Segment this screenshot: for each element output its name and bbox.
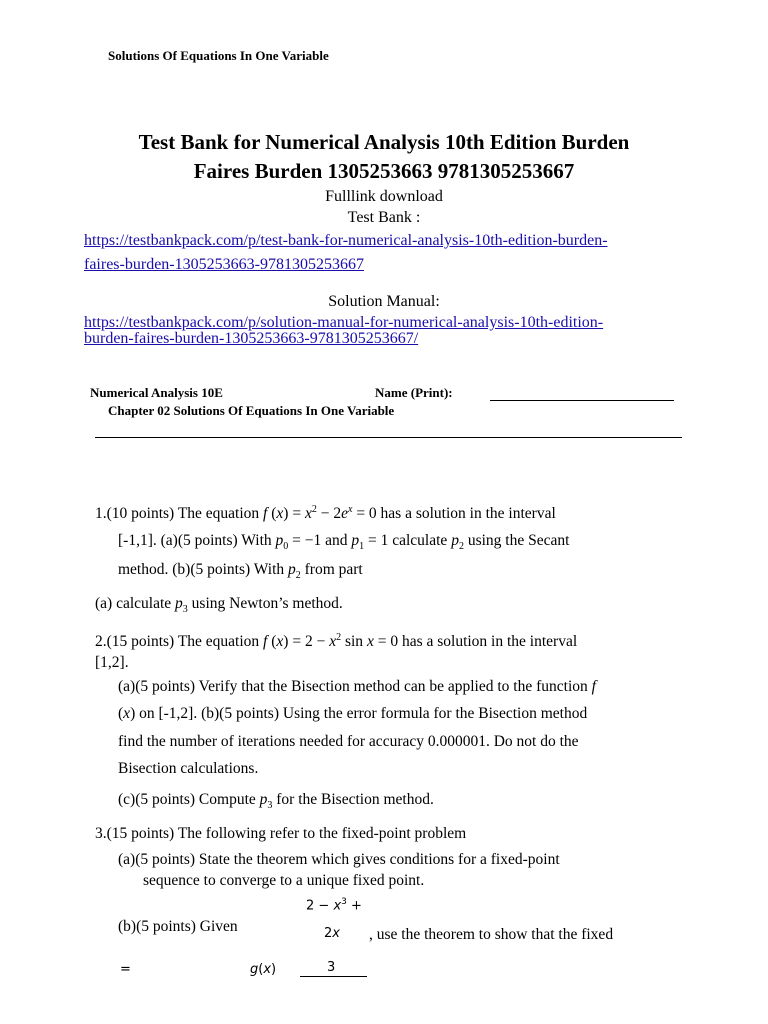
- solution-manual-link-line-1[interactable]: https://testbankpack.com/p/solution-manual-for-numerical-analysis-10th-edition-: [84, 314, 604, 331]
- document-title-line-2: Faires Burden 1305253663 9781305253667: [193, 159, 575, 183]
- document-title-line-1: Test Bank for Numerical Analysis 10th Edition Burden: [138, 130, 630, 154]
- q1-line-3: method. (b)(5 points) With $p_2$ from part: [118, 561, 363, 582]
- q3-line-4-continued: , use the theorem to show that the fixed: [369, 926, 614, 943]
- g-of-x: g(x): [250, 962, 277, 977]
- q2-line-7: (c)(5 points) Compute $p_3$ for the Bisection method.: [118, 791, 434, 812]
- q3-line-2: (a)(5 points) State the theorem which gives conditions for a fixed-point: [118, 851, 560, 868]
- q2-line-1: 2.(15 points) The equation f $(x) = 2 - x^2$ sin x = 0 has a solution in the interval: [95, 632, 578, 651]
- equals-sign: =: [120, 962, 131, 977]
- section-divider: [95, 437, 682, 438]
- fraction-term: 2x: [324, 926, 340, 941]
- fraction-numerator: $2 - x^3$ +: [306, 897, 362, 914]
- course-label: Numerical Analysis 10E: [90, 385, 223, 400]
- test-bank-link-line-2[interactable]: faires-burden-1305253663-9781305253667: [84, 256, 364, 273]
- page-header: Solutions Of Equations In One Variable: [108, 48, 329, 63]
- name-print-label: Name (Print):: [375, 385, 453, 400]
- q1-line-4: (a) calculate $p_3$ using Newton’s method.: [95, 595, 343, 616]
- solution-manual-label: Solution Manual:: [328, 293, 440, 310]
- test-bank-link-line-1[interactable]: https://testbankpack.com/p/test-bank-for-numerical-analysis-10th-edition-burden-: [84, 232, 608, 249]
- q2-line-3: (a)(5 points) Verify that the Bisection method can be applied to the function f: [118, 678, 596, 695]
- solution-manual-link-line-2[interactable]: burden-faires-burden-1305253663-9781305253667/: [84, 330, 419, 347]
- q3-line-4: (b)(5 points) Given: [118, 918, 238, 935]
- q1-line-1: 1.(10 points) The equation f $(x) = x^2 - 2e^x = 0$ has a solution in the interval: [95, 504, 556, 523]
- chapter-label: Chapter 02 Solutions Of Equations In One Variable: [108, 403, 395, 418]
- q2-line-2: [1,2].: [95, 654, 129, 671]
- q3-line-3: sequence to converge to a unique fixed point.: [143, 872, 425, 889]
- q1-line-2: [-1,1]. (a)(5 points) With $p_0 = -1$ and $p_1 = 1$ calculate $p_2$ using the Secant: [118, 532, 570, 553]
- q2-line-4: (x) on [-1,2]. (b)(5 points) Using the error formula for the Bisection method: [118, 705, 588, 722]
- fraction-bar: [300, 976, 367, 977]
- fulllink-label: Fulllink download: [325, 188, 443, 205]
- test-bank-label: Test Bank :: [347, 209, 421, 226]
- q2-line-6: Bisection calculations.: [118, 760, 259, 777]
- name-blank-line: [490, 400, 674, 401]
- fraction-denominator: 3: [327, 960, 336, 975]
- q3-line-1: 3.(15 points) The following refer to the fixed-point problem: [95, 825, 467, 842]
- q2-line-5: find the number of iterations needed for accuracy 0.000001. Do not do the: [118, 733, 579, 750]
